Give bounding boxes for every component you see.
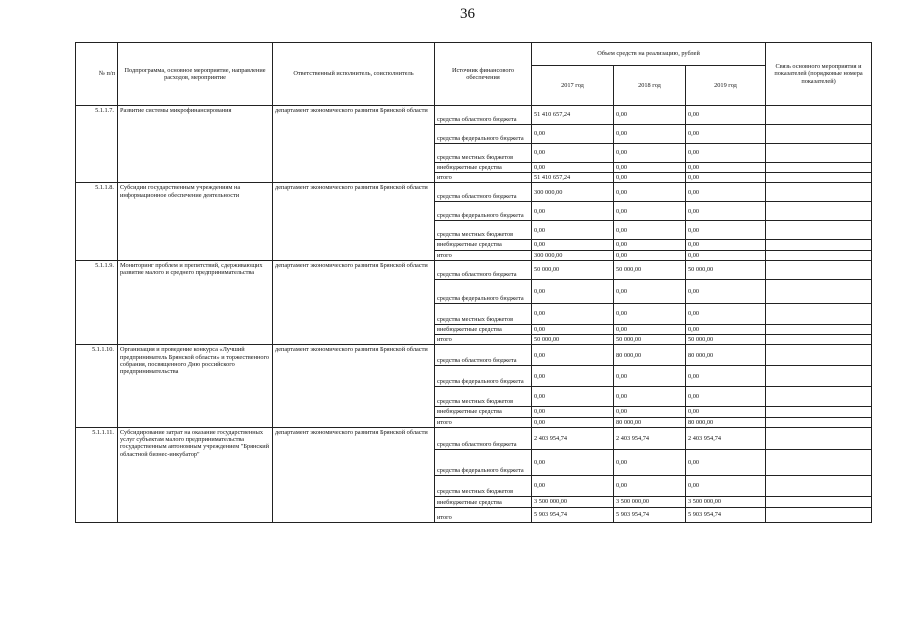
funding-source: средства областного бюджета <box>435 345 532 366</box>
amount-2019: 0,00 <box>686 250 766 260</box>
indicator-link-cell <box>766 250 872 260</box>
amount-2019: 0,00 <box>686 303 766 324</box>
indicator-link-cell <box>766 240 872 250</box>
amount-2019: 0,00 <box>686 475 766 496</box>
amount-2017: 0,00 <box>532 240 614 250</box>
funding-source: внебюджетные средства <box>435 324 532 334</box>
funding-source: итого <box>435 507 532 522</box>
item-executor: департамент экономического развития Брянской области <box>273 427 435 522</box>
indicator-link-cell <box>766 163 872 173</box>
funding-source: средства местных бюджетов <box>435 144 532 163</box>
amount-2019: 3 500 000,00 <box>686 496 766 507</box>
amount-2019: 0,00 <box>686 106 766 125</box>
amount-2017: 0,00 <box>532 144 614 163</box>
item-executor: департамент экономического развития Брянской области <box>273 106 435 183</box>
item-name: Субсидии государственным учреждениям на информационное обеспечение деятельности <box>118 183 273 260</box>
header-link: Связь основного мероприятия и показателей (порядковые номера показателей) <box>766 43 872 106</box>
funding-source: итого <box>435 250 532 260</box>
funding-source: внебюджетные средства <box>435 163 532 173</box>
amount-2018: 0,00 <box>614 324 686 334</box>
amount-2018: 0,00 <box>614 407 686 417</box>
amount-2019: 0,00 <box>686 279 766 303</box>
amount-2018: 50 000,00 <box>614 260 686 279</box>
item-number: 5.1.1.7. <box>76 106 118 183</box>
amount-2019: 0,00 <box>686 407 766 417</box>
amount-2017: 5 903 954,74 <box>532 507 614 522</box>
item-number: 5.1.1.9. <box>76 260 118 344</box>
table-row <box>76 183 872 202</box>
amount-2017: 0,00 <box>532 303 614 324</box>
amount-2018: 0,00 <box>614 387 686 407</box>
funding-source: итого <box>435 173 532 183</box>
amount-2018: 0,00 <box>614 144 686 163</box>
item-executor: департамент экономического развития Брянской области <box>273 260 435 344</box>
funding-source: средства федерального бюджета <box>435 202 532 221</box>
amount-2017: 300 000,00 <box>532 183 614 202</box>
amount-2018: 3 500 000,00 <box>614 496 686 507</box>
item-executor: департамент экономического развития Брянской области <box>273 183 435 260</box>
funding-source: внебюджетные средства <box>435 496 532 507</box>
amount-2017: 50 000,00 <box>532 260 614 279</box>
header-year-2019: 2019 год <box>686 66 766 106</box>
indicator-link-cell <box>766 345 872 366</box>
indicator-link-cell <box>766 279 872 303</box>
amount-2017: 51 410 657,24 <box>532 173 614 183</box>
amount-2018: 5 903 954,74 <box>614 507 686 522</box>
amount-2017: 0,00 <box>532 324 614 334</box>
indicator-link-cell <box>766 449 872 475</box>
amount-2017: 50 000,00 <box>532 335 614 345</box>
item-executor: департамент экономического развития Брянской области <box>273 345 435 427</box>
amount-2019: 50 000,00 <box>686 335 766 345</box>
funding-source: средства федерального бюджета <box>435 125 532 144</box>
amount-2018: 0,00 <box>614 173 686 183</box>
table-row <box>76 427 872 449</box>
amount-2017: 0,00 <box>532 221 614 240</box>
amount-2018: 0,00 <box>614 250 686 260</box>
amount-2018: 0,00 <box>614 240 686 250</box>
funding-source: средства местных бюджетов <box>435 221 532 240</box>
header-source: Источник финансового обеспечения <box>435 43 532 106</box>
amount-2018: 0,00 <box>614 106 686 125</box>
amount-2018: 80 000,00 <box>614 345 686 366</box>
amount-2017: 300 000,00 <box>532 250 614 260</box>
funding-source: средства федерального бюджета <box>435 366 532 387</box>
indicator-link-cell <box>766 202 872 221</box>
funding-source: средства федерального бюджета <box>435 279 532 303</box>
indicator-link-cell <box>766 173 872 183</box>
funding-source: средства местных бюджетов <box>435 387 532 407</box>
amount-2019: 5 903 954,74 <box>686 507 766 522</box>
amount-2018: 50 000,00 <box>614 335 686 345</box>
amount-2017: 51 410 657,24 <box>532 106 614 125</box>
amount-2019: 0,00 <box>686 202 766 221</box>
amount-2017: 0,00 <box>532 125 614 144</box>
amount-2019: 0,00 <box>686 173 766 183</box>
amount-2017: 0,00 <box>532 163 614 173</box>
amount-2017: 0,00 <box>532 387 614 407</box>
indicator-link-cell <box>766 427 872 449</box>
indicator-link-cell <box>766 387 872 407</box>
amount-2017: 0,00 <box>532 345 614 366</box>
amount-2019: 0,00 <box>686 449 766 475</box>
item-number: 5.1.1.11. <box>76 427 118 522</box>
page-number: 36 <box>460 6 475 22</box>
amount-2017: 2 403 954,74 <box>532 427 614 449</box>
amount-2018: 0,00 <box>614 366 686 387</box>
amount-2019: 0,00 <box>686 125 766 144</box>
indicator-link-cell <box>766 507 872 522</box>
amount-2018: 0,00 <box>614 221 686 240</box>
amount-2017: 0,00 <box>532 407 614 417</box>
amount-2017: 0,00 <box>532 366 614 387</box>
item-number: 5.1.1.8. <box>76 183 118 260</box>
amount-2019: 80 000,00 <box>686 417 766 427</box>
indicator-link-cell <box>766 221 872 240</box>
indicator-link-cell <box>766 125 872 144</box>
amount-2018: 0,00 <box>614 202 686 221</box>
funding-source: средства областного бюджета <box>435 427 532 449</box>
amount-2018: 0,00 <box>614 449 686 475</box>
indicator-link-cell <box>766 407 872 417</box>
amount-2019: 2 403 954,74 <box>686 427 766 449</box>
header-name: Подпрограмма, основное мероприятие, направление расходов, мероприятие <box>118 43 273 106</box>
indicator-link-cell <box>766 324 872 334</box>
amount-2018: 0,00 <box>614 125 686 144</box>
amount-2018: 0,00 <box>614 475 686 496</box>
table-body <box>76 106 872 523</box>
amount-2017: 0,00 <box>532 475 614 496</box>
table-row <box>76 345 872 366</box>
amount-2018: 0,00 <box>614 303 686 324</box>
table-row <box>76 260 872 279</box>
amount-2017: 0,00 <box>532 202 614 221</box>
amount-2019: 0,00 <box>686 324 766 334</box>
indicator-link-cell <box>766 303 872 324</box>
header-num: № п/п <box>76 43 118 106</box>
amount-2019: 0,00 <box>686 240 766 250</box>
funding-source: внебюджетные средства <box>435 240 532 250</box>
amount-2018: 2 403 954,74 <box>614 427 686 449</box>
funding-source: итого <box>435 417 532 427</box>
table-row <box>76 106 872 125</box>
amount-2019: 0,00 <box>686 387 766 407</box>
header-year-2018: 2018 год <box>614 66 686 106</box>
indicator-link-cell <box>766 475 872 496</box>
amount-2019: 0,00 <box>686 144 766 163</box>
indicator-link-cell <box>766 183 872 202</box>
item-name: Развитие системы микрофинансирования <box>118 106 273 183</box>
item-name: Организация и проведение конкурса «Лучший предприниматель Брянской области» и торжественного собрания, посвященного Дню российского предпринимательства <box>118 345 273 427</box>
amount-2019: 0,00 <box>686 366 766 387</box>
amount-2019: 50 000,00 <box>686 260 766 279</box>
item-name: Мониторинг проблем и препятствий, сдерживающих развитие малого и среднего предпринимательства <box>118 260 273 344</box>
amount-2017: 0,00 <box>532 449 614 475</box>
amount-2018: 0,00 <box>614 183 686 202</box>
amount-2019: 0,00 <box>686 221 766 240</box>
funding-source: средства областного бюджета <box>435 260 532 279</box>
funding-source: средства местных бюджетов <box>435 475 532 496</box>
amount-2017: 0,00 <box>532 279 614 303</box>
item-number: 5.1.1.10. <box>76 345 118 427</box>
amount-2017: 0,00 <box>532 417 614 427</box>
indicator-link-cell <box>766 106 872 125</box>
budget-table <box>75 42 872 523</box>
header-executor: Ответственный исполнитель, соисполнитель <box>273 43 435 106</box>
indicator-link-cell <box>766 260 872 279</box>
amount-2019: 0,00 <box>686 183 766 202</box>
funding-source: средства федерального бюджета <box>435 449 532 475</box>
header-year-2017: 2017 год <box>532 66 614 106</box>
amount-2019: 80 000,00 <box>686 345 766 366</box>
amount-2018: 0,00 <box>614 279 686 303</box>
indicator-link-cell <box>766 366 872 387</box>
indicator-link-cell <box>766 496 872 507</box>
indicator-link-cell <box>766 335 872 345</box>
indicator-link-cell <box>766 417 872 427</box>
amount-2019: 0,00 <box>686 163 766 173</box>
funding-source: средства областного бюджета <box>435 106 532 125</box>
amount-2018: 0,00 <box>614 163 686 173</box>
table-header <box>76 43 872 106</box>
amount-2017: 3 500 000,00 <box>532 496 614 507</box>
funding-source: средства местных бюджетов <box>435 303 532 324</box>
amount-2018: 80 000,00 <box>614 417 686 427</box>
funding-source: средства областного бюджета <box>435 183 532 202</box>
header-volume: Объем средств на реализацию, рублей <box>532 43 766 66</box>
indicator-link-cell <box>766 144 872 163</box>
item-name: Субсидирование затрат на оказание государственных услуг субъектам малого предпринимательства государственным автономным учреждением "Брянский областной бизнес-инкубатор" <box>118 427 273 522</box>
funding-source: внебюджетные средства <box>435 407 532 417</box>
funding-source: итого <box>435 335 532 345</box>
